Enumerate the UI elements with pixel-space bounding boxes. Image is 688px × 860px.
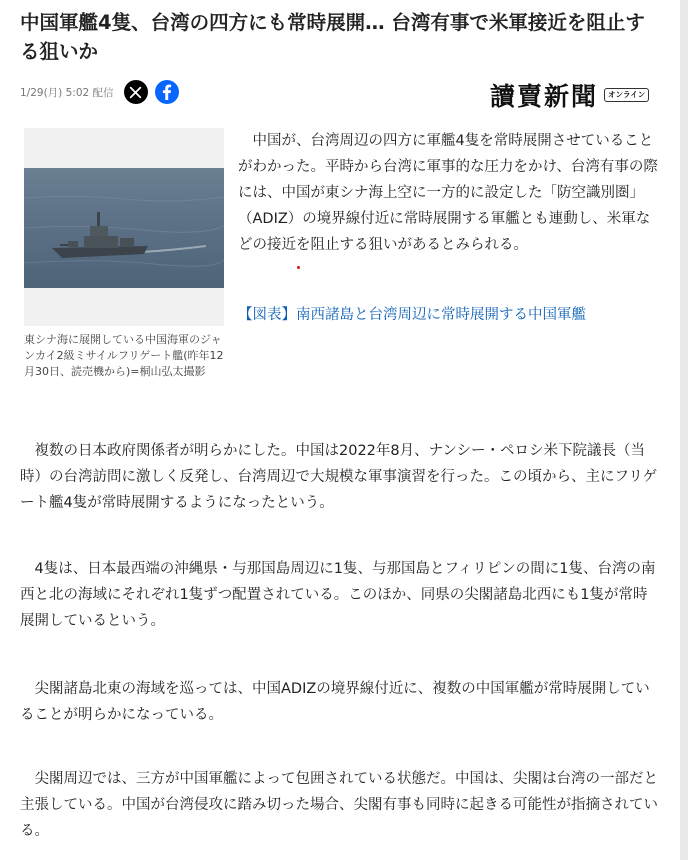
article-title: 中国軍艦4隻、台湾の四方にも常時展開… 台湾有事で米軍接近を阻止する狙いか — [20, 11, 645, 63]
warship-photo-image — [24, 168, 224, 288]
lead-paragraph: 中国が、台湾周辺の四方に軍艦4隻を常時展開させていることがわかった。平時から台湾に軍事的な圧力をかけ、台湾有事の際には、中国が東シナ海上空に一方的に設定した「防空識別圏」（ADIZ）の境界線付近に常時展開する軍艦とも連動し、米軍などの接近を阻止する狙いがあるとみられる。 — [238, 133, 658, 253]
body-paragraph: 尖閣周辺では、三方が中国軍艦によって包囲されている状態だ。中国は、尖閣は台湾の一部だと主張している。中国が台湾侵攻に踏み切った場合、尖閣有事も同時に起きる可能性が指摘されている。 — [20, 771, 658, 839]
facebook-logo-icon — [155, 80, 179, 104]
article-meta — [20, 80, 179, 104]
page-scrollbar[interactable] — [680, 0, 688, 860]
share-x-button[interactable] — [124, 80, 148, 104]
article-figure — [24, 128, 224, 380]
decorative-dot — [297, 266, 300, 269]
related-figure-link[interactable]: 【図表】南西諸島と台湾周辺に常時展開する中国軍艦 — [238, 307, 586, 323]
share-facebook-button[interactable] — [155, 80, 179, 104]
photo-caption: 東シナ海に展開している中国海軍のジャンカイ2級ミサイルフリゲート艦(昨年12月30日、読売機から)=桐山弘太撮影 — [24, 333, 224, 378]
article-photo[interactable] — [24, 128, 224, 326]
publisher-badge: オンライン — [604, 88, 649, 102]
publisher-name: 讀賣新聞 — [490, 82, 599, 111]
publish-date: 1/29(月) 5:02 配信 — [20, 86, 114, 99]
x-logo-icon — [129, 86, 142, 99]
publisher-logo[interactable] — [490, 77, 649, 113]
body-paragraph: 複数の日本政府関係者が明らかにした。中国は2022年8月、ナンシー・ペロシ米下院議長（当時）の台湾訪問に激しく反発し、台湾周辺で大規模な軍事演習を行った。この頃から、主にフリゲート艦4隻が常時展開するようになったという。 — [20, 443, 658, 511]
body-paragraph: 尖閣諸島北東の海域を巡っては、中国ADIZの境界線付近に、複数の中国軍艦が常時展開していることが明らかになっている。 — [20, 681, 650, 723]
body-paragraph: 4隻は、日本最西端の沖縄県・与那国島周辺に1隻、与那国島とフィリピンの間に1隻、台湾の南西と北の海域にそれぞれ1隻ずつ配置されている。このほか、同県の尖閣諸島北西にも1隻が常時展開しているという。 — [20, 561, 656, 629]
